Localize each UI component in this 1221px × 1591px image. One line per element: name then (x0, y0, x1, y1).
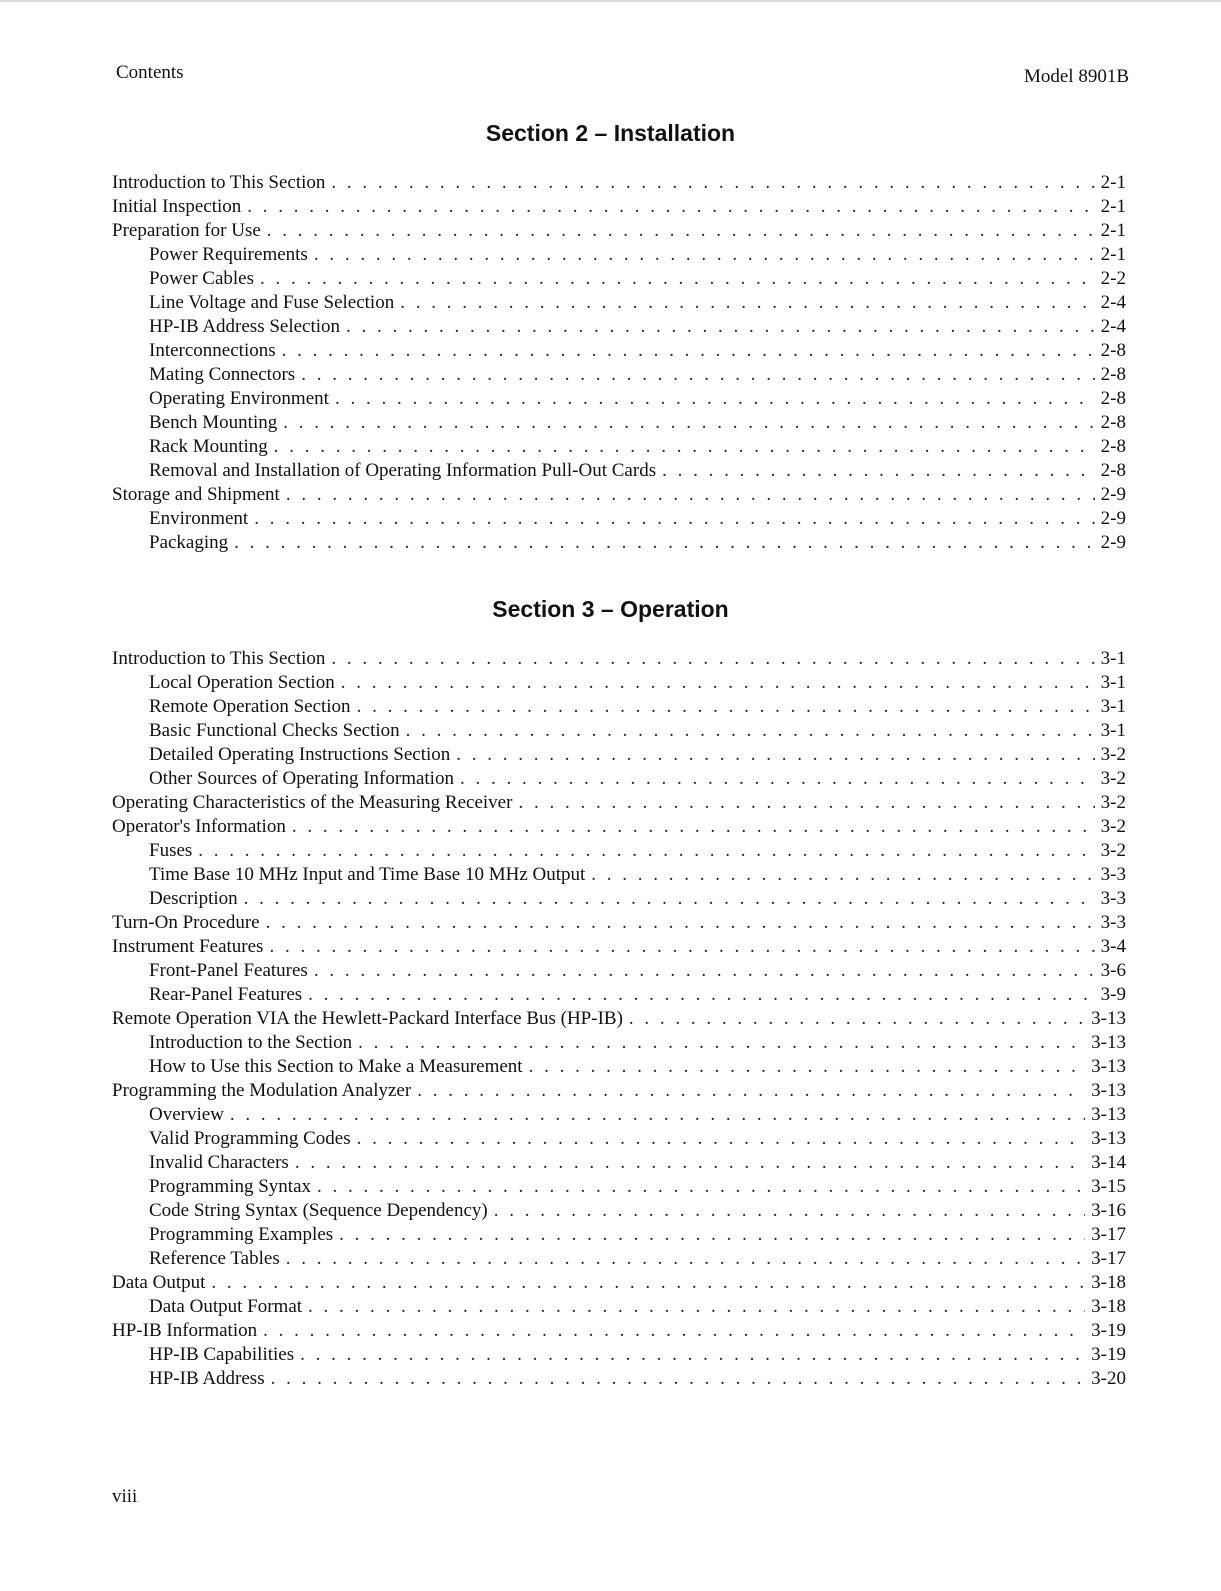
toc-entry-title: How to Use this Section to Make a Measurement (149, 1056, 523, 1077)
toc-entry (112, 507, 1126, 531)
toc-entry-page: 3-3 (1100, 864, 1126, 885)
dot-leader (286, 483, 1095, 507)
dot-leader (331, 171, 1094, 195)
toc-entry-title: Introduction to This Section (112, 172, 326, 193)
toc-entry-page: 2-2 (1100, 268, 1126, 289)
toc-entry-page: 2-8 (1100, 340, 1126, 361)
toc-entry (112, 1343, 1126, 1367)
toc-entry (112, 1175, 1126, 1199)
section-3-title: Section 3 – Operation (492, 596, 729, 622)
dot-leader (244, 887, 1095, 911)
toc-entry-page: 2-1 (1100, 196, 1126, 217)
dot-leader (314, 243, 1095, 267)
toc-entry-page: 3-3 (1100, 888, 1126, 909)
toc-entry-page: 3-13 (1091, 1128, 1126, 1149)
toc-entry-page: 3-18 (1091, 1296, 1126, 1317)
dot-leader (308, 1295, 1085, 1319)
toc-entry (112, 935, 1126, 959)
toc-entry (112, 815, 1126, 839)
toc-entry-title: Bench Mounting (149, 412, 278, 433)
page-number: viii (112, 1486, 138, 1507)
toc-entry-title: Introduction to This Section (112, 648, 326, 669)
toc-entry-title: Local Operation Section (149, 672, 335, 693)
toc-entry-page: 3-6 (1100, 960, 1126, 981)
running-header-left: Contents (116, 62, 184, 83)
toc-entry (112, 1295, 1126, 1319)
toc-section-2 (112, 171, 1126, 555)
toc-entry (112, 671, 1126, 695)
toc-entry (112, 1079, 1126, 1103)
toc-entry-title: Power Cables (149, 268, 255, 289)
toc-entry (112, 959, 1126, 983)
section-2-title: Section 2 – Installation (485, 120, 736, 146)
toc-entry-title: Mating Connectors (149, 364, 296, 385)
toc-entry-page: 3-4 (1100, 936, 1126, 957)
toc-entry (112, 1319, 1126, 1343)
toc-entry-title: Operator's Information (112, 816, 286, 837)
toc-entry-page: 3-19 (1091, 1320, 1126, 1341)
running-header-right: Model 8901B (1023, 66, 1129, 87)
toc-entry-title: Removal and Installation of Operating Information Pull-Out Cards (149, 460, 657, 481)
toc-entry (112, 219, 1126, 243)
toc-entry (112, 411, 1126, 435)
toc-entry (112, 791, 1126, 815)
toc-entry-title: Remote Operation Section (149, 696, 351, 717)
dot-leader (282, 339, 1095, 363)
dot-leader (301, 363, 1094, 387)
toc-entry-page: 3-13 (1091, 1008, 1126, 1029)
toc-entry (112, 1271, 1126, 1295)
toc-entry (112, 1055, 1126, 1079)
dot-leader (357, 695, 1095, 719)
dot-leader (406, 719, 1095, 743)
toc-entry-page: 3-17 (1091, 1248, 1126, 1269)
toc-entry-page: 3-9 (1100, 984, 1126, 1005)
toc-entry (112, 1007, 1126, 1031)
toc-entry-title: Rear-Panel Features (149, 984, 303, 1005)
toc-entry-title: HP-IB Information (112, 1320, 258, 1341)
toc-entry-title: Interconnections (149, 340, 276, 361)
dot-leader (230, 1103, 1085, 1127)
toc-entry-title: Programming Syntax (149, 1176, 312, 1197)
toc-entry (112, 315, 1126, 339)
toc-entry-page: 2-9 (1100, 508, 1126, 529)
toc-entry (112, 171, 1126, 195)
toc-entry-page: 3-1 (1100, 648, 1126, 669)
toc-entry (112, 983, 1126, 1007)
toc-entry-title: Time Base 10 MHz Input and Time Base 10 MHz Output (149, 864, 586, 885)
toc-entry-title: Code String Syntax (Sequence Dependency) (149, 1200, 488, 1221)
toc-entry-page: 2-1 (1100, 220, 1126, 241)
dot-leader (267, 219, 1095, 243)
toc-entry (112, 387, 1126, 411)
toc-entry-title: Programming Examples (149, 1224, 334, 1245)
scan-top-edge (0, 0, 1221, 2)
dot-leader (460, 767, 1095, 791)
toc-entry (112, 743, 1126, 767)
toc-entry-page: 3-2 (1100, 792, 1126, 813)
toc-entry-title: Rack Mounting (149, 436, 268, 457)
toc-entry-title: Overview (149, 1104, 224, 1125)
toc-entry-page: 2-1 (1100, 172, 1126, 193)
toc-entry-page: 3-3 (1100, 912, 1126, 933)
toc-entry-title: HP-IB Address Selection (149, 316, 341, 337)
dot-leader (211, 1271, 1085, 1295)
toc-entry-page: 3-13 (1091, 1104, 1126, 1125)
toc-entry-page: 2-4 (1100, 292, 1126, 313)
toc-entry-title: Operating Environment (149, 388, 329, 409)
toc-entry-page: 2-1 (1100, 244, 1126, 265)
toc-entry-page: 3-13 (1091, 1032, 1126, 1053)
toc-entry-title: Other Sources of Operating Information (149, 768, 454, 789)
toc-entry (112, 435, 1126, 459)
toc-entry-page: 2-4 (1100, 316, 1126, 337)
toc-entry (112, 863, 1126, 887)
dot-leader (308, 983, 1095, 1007)
toc-entry-title: Initial Inspection (112, 196, 242, 217)
toc-entry-title: Reference Tables (149, 1248, 280, 1269)
toc-entry (112, 1223, 1126, 1247)
toc-entry-title: Environment (149, 508, 249, 529)
dot-leader (260, 267, 1095, 291)
dot-leader (341, 671, 1095, 695)
toc-entry (112, 1367, 1126, 1391)
dot-leader (629, 1007, 1085, 1031)
toc-entry-title: Programming the Modulation Analyzer (112, 1080, 412, 1101)
toc-entry-title: Data Output (112, 1272, 206, 1293)
toc-entry (112, 695, 1126, 719)
toc-entry-page: 3-20 (1091, 1368, 1126, 1389)
dot-leader (263, 1319, 1085, 1343)
dot-leader (456, 743, 1094, 767)
toc-entry-title: HP-IB Address (149, 1368, 265, 1389)
toc-section-3 (112, 647, 1126, 1391)
dot-leader (266, 911, 1095, 935)
toc-entry-page: 3-16 (1091, 1200, 1126, 1221)
dot-leader (494, 1199, 1085, 1223)
dot-leader (269, 935, 1094, 959)
toc-entry (112, 243, 1126, 267)
toc-entry-page: 3-2 (1100, 840, 1126, 861)
dot-leader (254, 507, 1094, 531)
toc-entry (112, 839, 1126, 863)
dot-leader (314, 959, 1095, 983)
toc-entry-title: Preparation for Use (112, 220, 261, 241)
dot-leader (335, 387, 1095, 411)
toc-entry-title: Remote Operation VIA the Hewlett-Packard Interface Bus (HP-IB) (112, 1008, 623, 1029)
dot-leader (247, 195, 1094, 219)
toc-entry-title: Basic Functional Checks Section (149, 720, 400, 741)
toc-entry (112, 647, 1126, 671)
toc-entry (112, 339, 1126, 363)
dot-leader (295, 1151, 1085, 1175)
dot-leader (286, 1247, 1085, 1271)
toc-entry-title: Instrument Features (112, 936, 264, 957)
toc-entry-title: Packaging (149, 532, 229, 553)
toc-entry-page: 2-9 (1100, 484, 1126, 505)
toc-entry (112, 483, 1126, 507)
toc-entry-title: Invalid Characters (149, 1152, 289, 1173)
toc-entry-title: Storage and Shipment (112, 484, 280, 505)
dot-leader (417, 1079, 1085, 1103)
dot-leader (518, 791, 1094, 815)
toc-entry-title: Front-Panel Features (149, 960, 308, 981)
toc-entry-title: Line Voltage and Fuse Selection (149, 292, 395, 313)
toc-entry-page: 3-15 (1091, 1176, 1126, 1197)
toc-entry (112, 911, 1126, 935)
toc-entry-page: 3-2 (1100, 744, 1126, 765)
toc-entry (112, 363, 1126, 387)
toc-entry (112, 1199, 1126, 1223)
toc-entry (112, 1103, 1126, 1127)
toc-entry (112, 719, 1126, 743)
dot-leader (400, 291, 1094, 315)
toc-entry-page: 3-1 (1100, 672, 1126, 693)
dot-leader (339, 1223, 1085, 1247)
dot-leader (300, 1343, 1085, 1367)
toc-entry (112, 459, 1126, 483)
toc-entry (112, 267, 1126, 291)
toc-entry-page: 3-18 (1091, 1272, 1126, 1293)
dot-leader (234, 531, 1095, 555)
toc-entry-title: HP-IB Capabilities (149, 1344, 295, 1365)
toc-entry-title: Valid Programming Codes (149, 1128, 351, 1149)
toc-entry-title: Fuses (149, 840, 193, 861)
toc-entry (112, 1151, 1126, 1175)
dot-leader (317, 1175, 1085, 1199)
toc-entry-title: Turn-On Procedure (112, 912, 260, 933)
toc-entry (112, 887, 1126, 911)
toc-entry-page: 3-2 (1100, 768, 1126, 789)
dot-leader (283, 411, 1094, 435)
dot-leader (292, 815, 1095, 839)
toc-entry-page: 3-2 (1100, 816, 1126, 837)
toc-entry-page: 2-8 (1100, 364, 1126, 385)
toc-entry-page: 2-9 (1100, 532, 1126, 553)
toc-entry-page: 3-13 (1091, 1056, 1126, 1077)
toc-entry (112, 1031, 1126, 1055)
dot-leader (358, 1031, 1085, 1055)
toc-entry-title: Introduction to the Section (149, 1032, 353, 1053)
dot-leader (274, 435, 1095, 459)
toc-entry (112, 1127, 1126, 1151)
toc-entry-page: 3-14 (1091, 1152, 1126, 1173)
dot-leader (346, 315, 1095, 339)
toc-entry-page: 3-1 (1100, 720, 1126, 741)
dot-leader (529, 1055, 1086, 1079)
toc-entry-page: 2-8 (1100, 388, 1126, 409)
toc-entry-page: 3-1 (1100, 696, 1126, 717)
toc-entry (112, 1247, 1126, 1271)
dot-leader (357, 1127, 1086, 1151)
toc-entry-title: Detailed Operating Instructions Section (149, 744, 451, 765)
toc-entry-page: 2-8 (1100, 436, 1126, 457)
toc-entry-page: 2-8 (1100, 412, 1126, 433)
toc-entry (112, 291, 1126, 315)
dot-leader (271, 1367, 1086, 1391)
toc-entry-page: 3-17 (1091, 1224, 1126, 1245)
toc-entry-page: 2-8 (1100, 460, 1126, 481)
toc-entry-title: Operating Characteristics of the Measuring Receiver (112, 792, 513, 813)
dot-leader (331, 647, 1094, 671)
toc-entry-title: Data Output Format (149, 1296, 303, 1317)
dot-leader (591, 863, 1094, 887)
toc-entry (112, 767, 1126, 791)
dot-leader (662, 459, 1095, 483)
toc-entry (112, 531, 1126, 555)
toc-entry (112, 195, 1126, 219)
toc-entry-page: 3-19 (1091, 1344, 1126, 1365)
toc-entry-title: Power Requirements (149, 244, 308, 265)
toc-entry-title: Description (149, 888, 238, 909)
dot-leader (198, 839, 1094, 863)
toc-entry-page: 3-13 (1091, 1080, 1126, 1101)
